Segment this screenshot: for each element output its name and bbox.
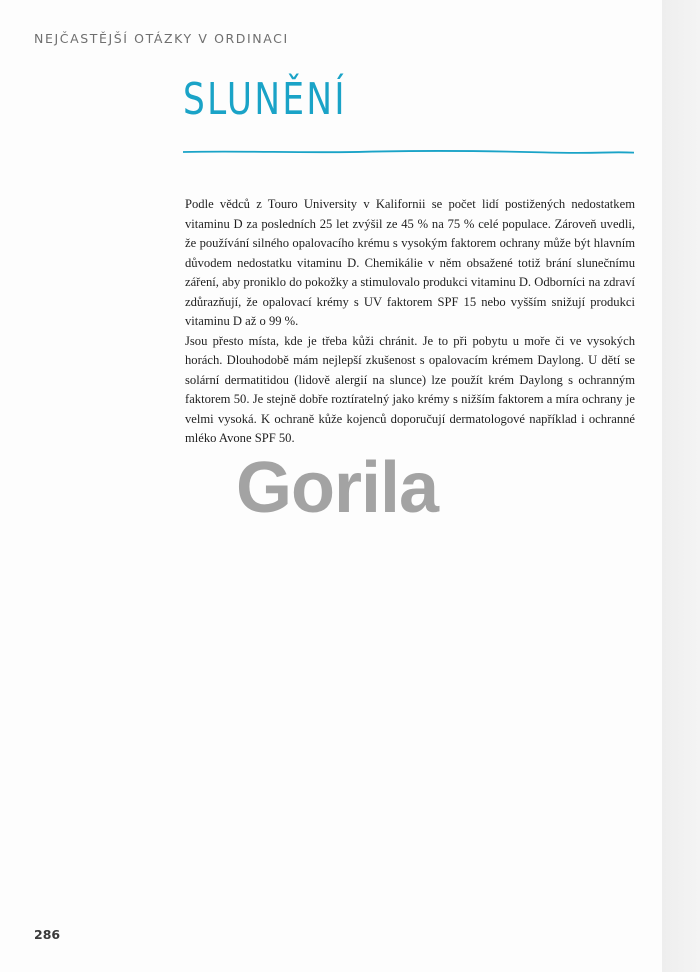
article-body	[185, 195, 635, 449]
body-paragraph-1: Podle vědců z Touro University v Kalifornii se počet lidí postižených nedostatkem vitaminu D za posledních 25 let zvýšil ze 45 % na 75 % celé populace. Zároveň uvedli, že používání silného opalovacího krému s vysokým faktorem ochrany může být hlavním důvodem nedostatku vitaminu D. Chemikálie v něm obsažené totiž brání slunečnímu záření, aby proniklo do pokožky a stimulovalo produkci vitaminu D. Odborníci na zdraví zdůrazňují, že opalovací krémy s UV faktorem SPF 15 nebo vyšším snižují produkci vitaminu D až o 99 %.	[185, 197, 635, 328]
watermark-logo: Gorila	[236, 448, 439, 528]
chapter-title: SLUNĚNÍ	[183, 74, 347, 125]
running-header: NEJČASTĚJŠÍ OTÁZKY V ORDINACI	[34, 31, 289, 46]
body-paragraph-2: Jsou přesto místa, kde je třeba kůži chránit. Je to při pobytu u moře či ve vysokých horách. Dlouhodobě mám nejlepší zkušenost s opalovacím krémem Daylong. U dětí se solární dermatitidou (lidově alergií na slunce) lze použít krém Daylong s ochranným faktorem 50. Je stejně dobře roztíratelný jako krémy s nižším faktorem a míra ochrany je velmi vysoká. K ochraně kůže kojenců doporučují dermatologové například i ochranné mléko Avone SPF 50.	[185, 333, 635, 445]
page-number: 286	[34, 927, 61, 942]
page-edge-shadow	[662, 0, 700, 972]
title-underline-rule	[183, 145, 634, 159]
